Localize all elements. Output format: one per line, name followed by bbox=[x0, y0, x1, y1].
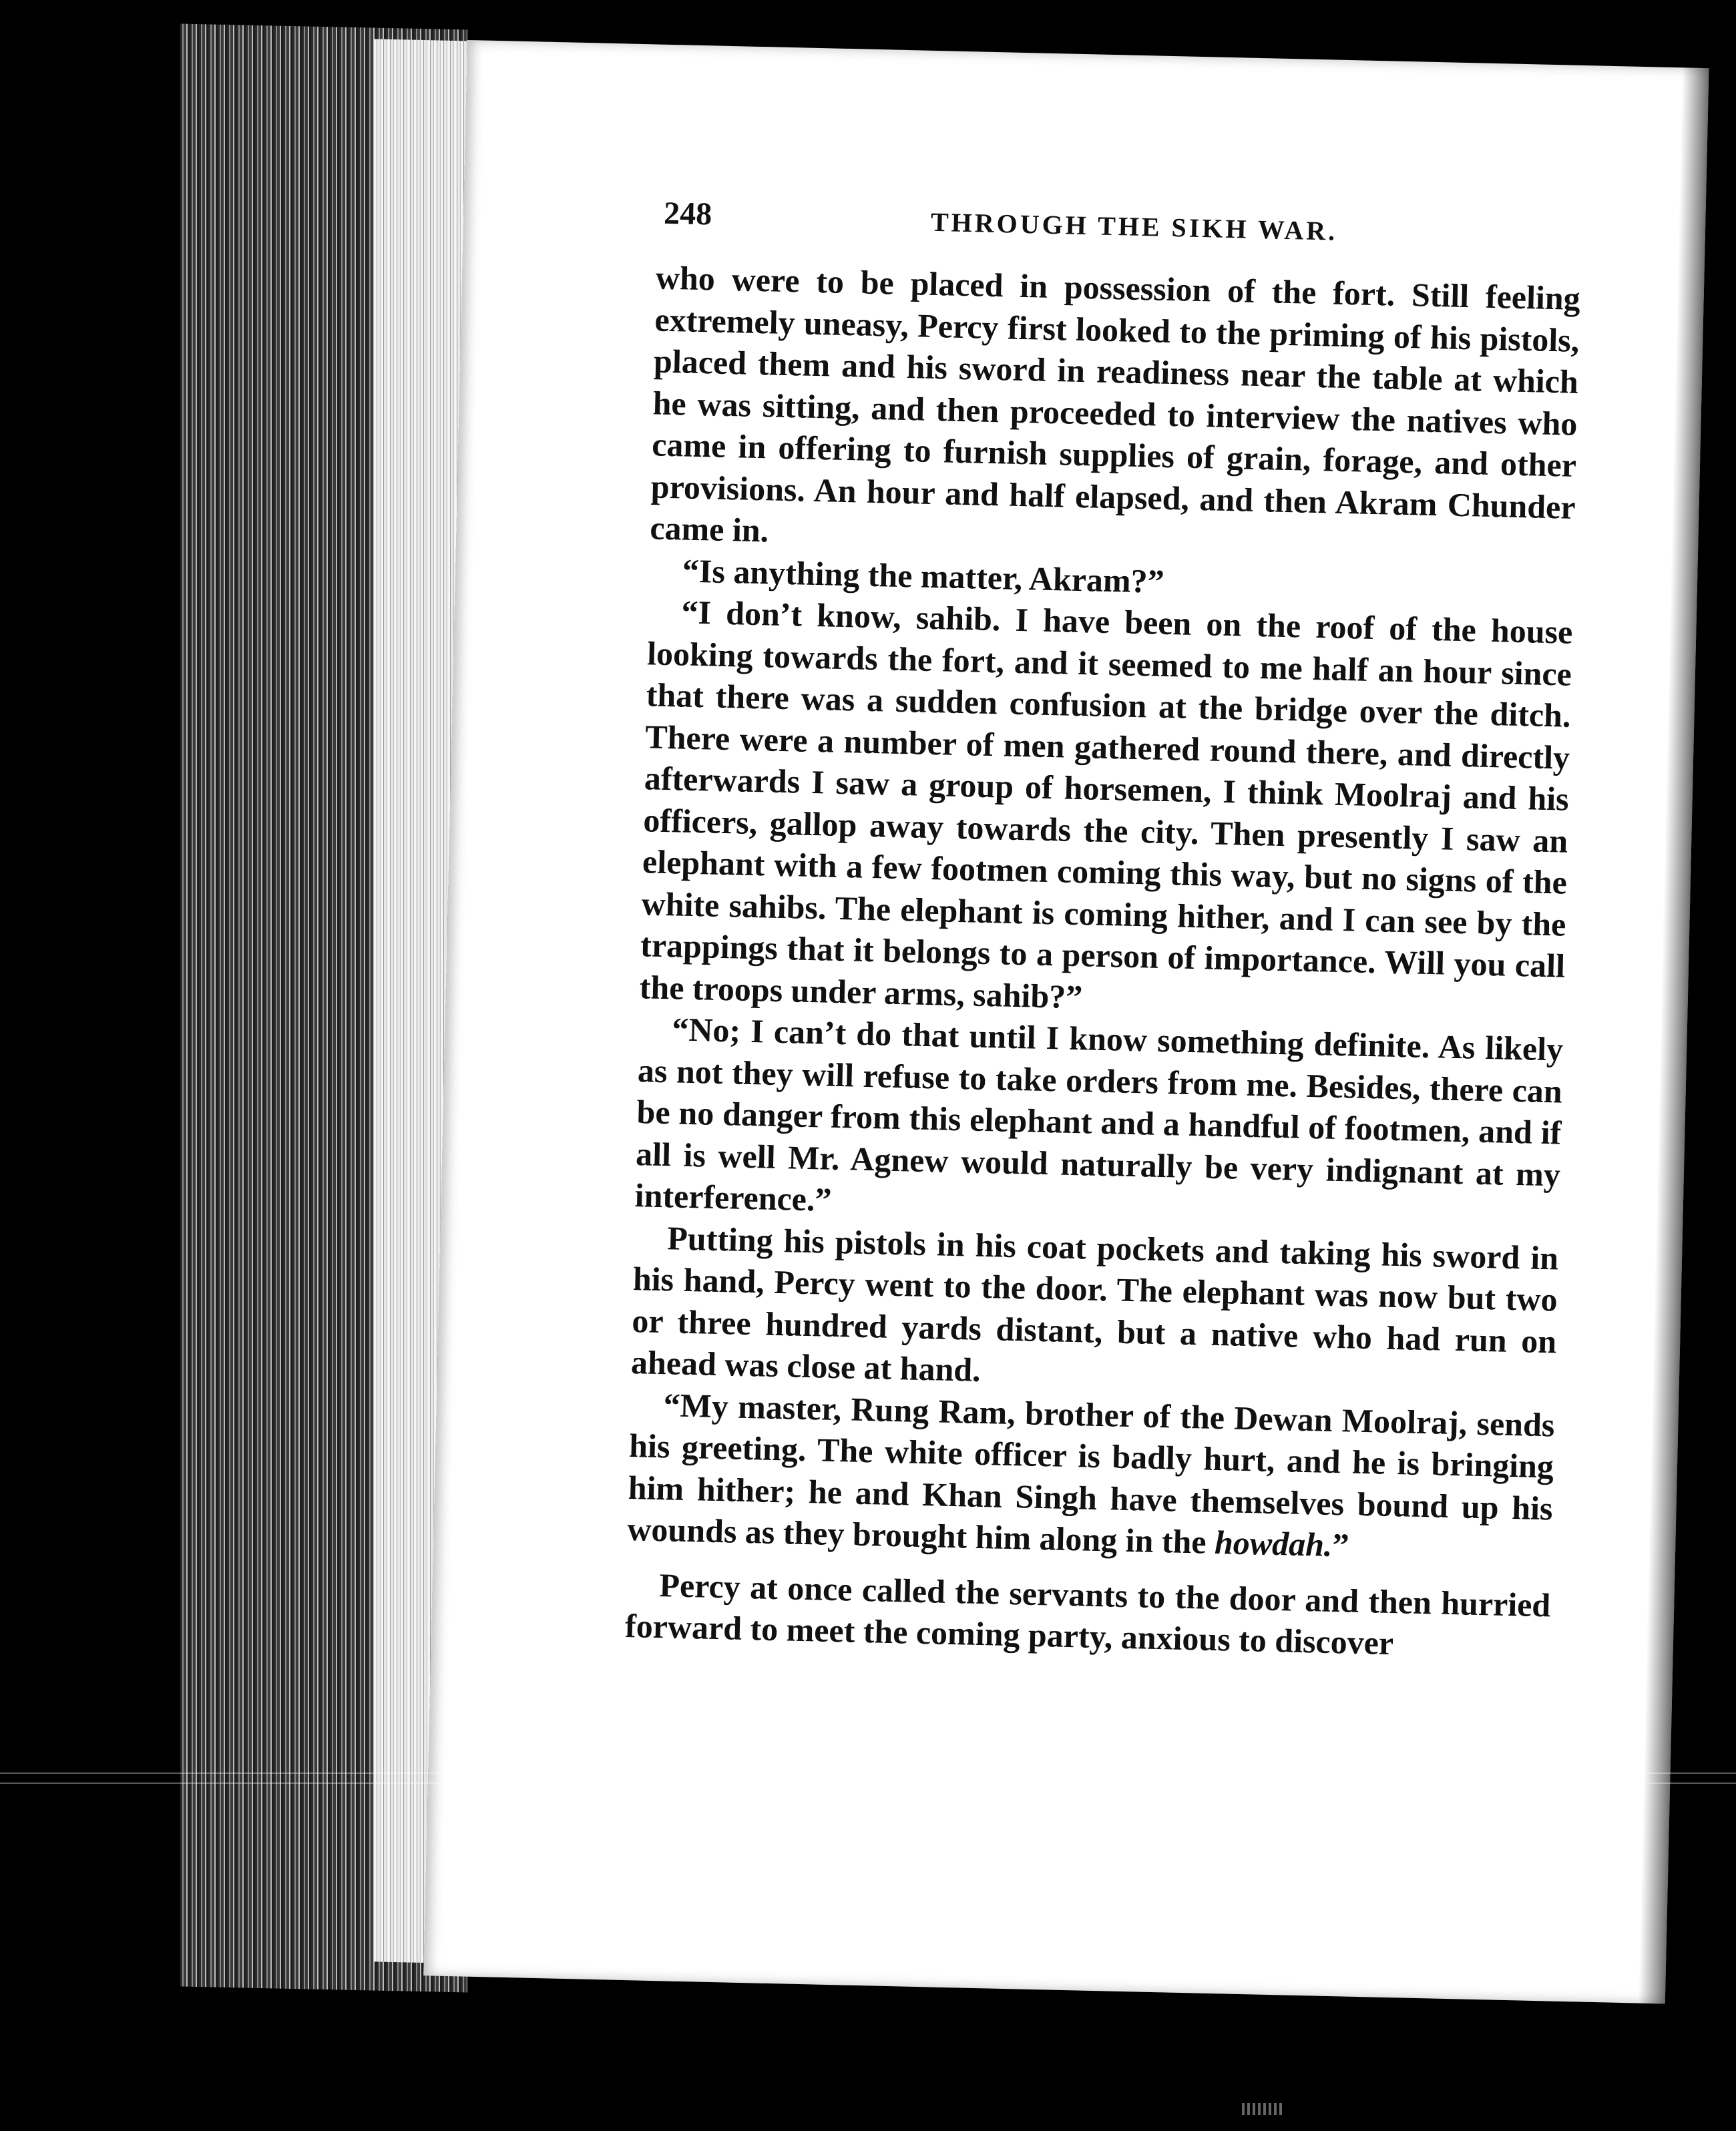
body-text bbox=[624, 256, 1580, 1667]
scan-artifact-mark bbox=[1242, 2103, 1282, 2115]
running-title: THROUGH THE SIKH WAR. bbox=[930, 206, 1338, 246]
page-number: 248 bbox=[663, 195, 712, 232]
paragraph: Percy at once called the servants to the door and then hurried forward to meet the coming party, anxious to discover bbox=[624, 1566, 1551, 1662]
italic-word: howdah. bbox=[1214, 1523, 1333, 1564]
gutter-shadow bbox=[1639, 67, 1709, 2003]
paragraph: “No; I can’t do that until I know something definite. As likely as not they will refuse to take orders from me. Besides, there can be no danger from this elephant and a handful of footmen, and if all is well Mr. Agnew would naturally be very indignant at my interference.” bbox=[634, 1010, 1564, 1218]
paragraph-text: “My master, Rung Ram, brother of the Dewan Moolraj, sends his greeting. The white officer is badly hurt, and he is bringing him hither; he and Khan Singh have themselves bound up his wounds as they brought him along in the bbox=[626, 1385, 1556, 1561]
book-page bbox=[423, 40, 1709, 2003]
closing-quote: ” bbox=[1331, 1525, 1350, 1564]
paragraph: Putting his pistols in his coat pockets and taking his sword in his hand, Percy went to the door. The elephant was now but two or three hundred yards distant, but a native who had run on ahead was close at hand. bbox=[630, 1218, 1559, 1389]
paragraph: “I don’t know, sahib. I have been on the roof of the house looking towards the fort, and it seemed to me half an hour since that there was a sudden confusion at the bridge over the ditch. There were a number of men gathered round there, and directly afterwards I saw a group of horsemen, I think Moolraj and his officers, gallop away towards the city. Then presently I saw an elephant with a few footmen coming this way, but no signs of the white sahibs. The elephant is coming hither, and I can see by the trappings that it belongs to a person of importance. Will you call the troops under arms, sahib?” bbox=[639, 593, 1573, 1015]
paragraph-with-italic bbox=[627, 1383, 1555, 1571]
paragraph: “Is anything the matter, Akram?” bbox=[682, 551, 1165, 600]
scan-artifact-line bbox=[0, 1772, 1736, 1774]
paragraph: who were to be placed in possession of the fort. Still feeling extremely uneasy, Percy first looked to the priming of his pistols, placed them and his sword in readiness near the table at which he was sitting, and then proceeded to interview the natives who came in offering to furnish supplies of grain, forage, and other provisions. An hour and half elapsed, and then Akram Chunder came in. bbox=[649, 258, 1581, 549]
scan-artifact-line bbox=[0, 1783, 1736, 1784]
running-head bbox=[663, 195, 1578, 256]
